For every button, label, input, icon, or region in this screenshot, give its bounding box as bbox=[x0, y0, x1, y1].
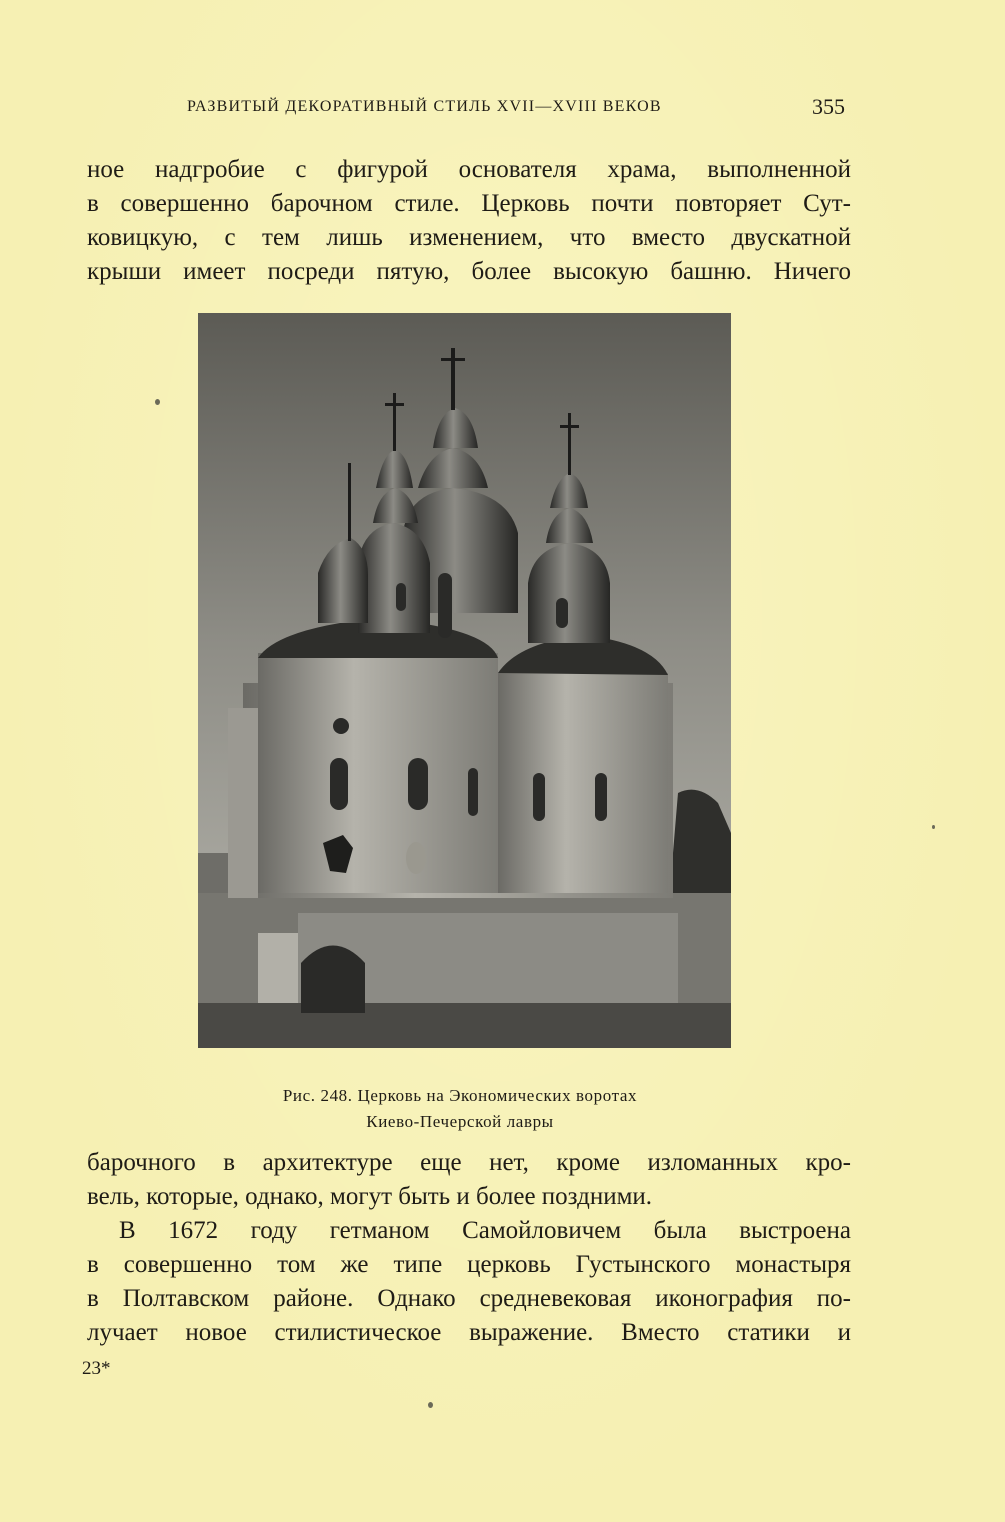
paper-speck bbox=[155, 399, 160, 405]
caption-line: Киево-Печерской лавры bbox=[366, 1112, 554, 1131]
paper-speck bbox=[428, 1402, 433, 1408]
page-number: 355 bbox=[812, 94, 845, 119]
text-block-top bbox=[87, 153, 851, 289]
text-line: В 1672 году гетманом Самойловичем была выстроена bbox=[119, 1217, 851, 1244]
text-line: в совершенно барочном стиле. Церковь почти повторяет Сут- bbox=[87, 190, 851, 217]
signature-mark: 23* bbox=[82, 1358, 111, 1379]
church-photograph bbox=[198, 313, 731, 1048]
text-line: барочного в архитектуре еще нет, кроме изломанных кро- bbox=[87, 1149, 851, 1176]
text-line: вель, которые, однако, могут быть и более поздними. bbox=[87, 1183, 653, 1210]
text-line: в Полтавском районе. Однако средневековая иконография по- bbox=[87, 1285, 851, 1312]
running-title: РАЗВИТЫЙ ДЕКОРАТИВНЫЙ СТИЛЬ XVII—XVIII ВЕКОВ bbox=[187, 98, 662, 115]
text-line: в совершенно том же типе церковь Густынского монастыря bbox=[87, 1251, 851, 1278]
caption-line: Рис. 248. Церковь на Экономических воротах bbox=[282, 1086, 638, 1105]
text-line: крыши имеет посреди пятую, более высокую башню. Ничего bbox=[87, 258, 851, 285]
text-block-bottom bbox=[87, 1146, 851, 1350]
figure-caption bbox=[180, 1083, 740, 1135]
text-line: ковицкую, с тем лишь изменением, что вместо двускатной bbox=[87, 224, 851, 251]
text-line: ное надгробие с фигурой основателя храма, выполненной bbox=[87, 156, 851, 183]
paper-speck bbox=[932, 825, 935, 829]
text-line: лучает новое стилистическое выражение. Вместо статики и bbox=[87, 1319, 851, 1346]
